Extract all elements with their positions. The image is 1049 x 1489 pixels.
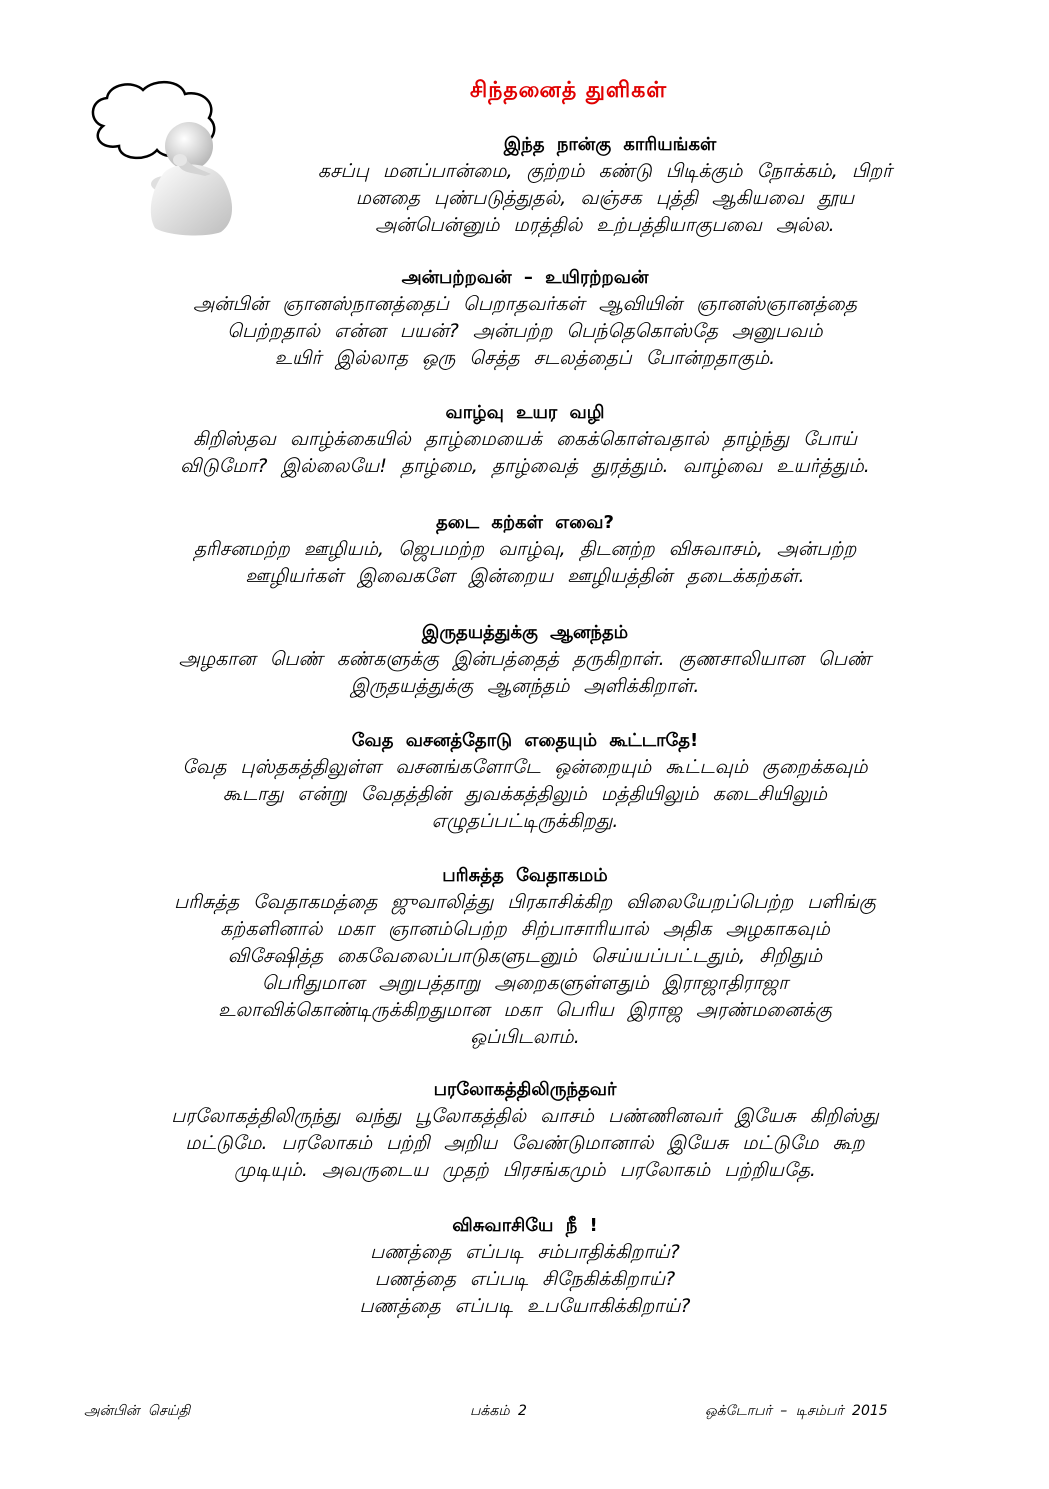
section-line: கற்களினால் மகா ஞானம்பெற்ற சிற்பாசாரியால் அதிக அழகாகவும் — [220, 918, 830, 940]
section-line: பெரிதுமான அறுபத்தாறு அறைகளுள்ளதும் இராஜாதிராஜா — [261, 972, 789, 994]
section-stumbling-stones — [80, 510, 970, 590]
section-line: பணத்தை எப்படி உபயோகிக்கிறாய்? — [359, 1295, 691, 1317]
section-heading: பரலோகத்திலிருந்தவர் — [433, 1079, 617, 1100]
section-joy-to-heart — [80, 620, 970, 700]
section-line: அன்பின் ஞானஸ்நானத்தைப் பெறாதவர்கள் ஆவியின் ஞானஸ்ஞானத்தை — [193, 293, 857, 315]
section-line: விடுமோ? இல்லையே! தாழ்மை, தாழ்வைத் துரத்தும். வாழ்வை உயர்த்தும். — [180, 455, 870, 477]
section-line: முடியும். அவருடைய முதற் பிரசங்கமும் பரலோகம் பற்றியதே. — [234, 1159, 816, 1181]
section-line: பரிசுத்த வேதாகமத்தை ஜுவாலித்து பிரகாசிக்கிற விலையேறப்பெற்ற பளிங்கு — [174, 891, 876, 913]
section-heading: தடை கற்கள் எவை? — [436, 512, 614, 533]
section-line: அழகான பெண் கண்களுக்கு இன்பத்தைத் தருகிறாள். குணசாலியான பெண் — [178, 648, 872, 670]
section-line: இருதயத்துக்கு ஆனந்தம் அளிக்கிறாள். — [350, 675, 700, 697]
section-add-nothing — [80, 728, 970, 835]
section-way-to-rise — [80, 400, 970, 480]
section-line: விசேஷித்த கைவேலைப்பாடுகளுடனும் செய்யப்பட்டதும், சிறிதும் — [227, 945, 823, 967]
section-line: ஊழியர்கள் இவைகளே இன்றைய ஊழியத்தின் தடைக்கற்கள். — [245, 565, 805, 587]
page-title: சிந்தனைத் துளிகள் — [470, 78, 668, 103]
section-line: தரிசனமற்ற ஊழியம், ஜெபமற்ற வாழ்வு, திடனற்ற விசுவாசம், அன்பற்ற — [193, 538, 857, 560]
section-heading: வேத வசனத்தோடு எதையும் கூட்டாதே! — [351, 730, 699, 751]
section-believer — [80, 1213, 970, 1320]
footer-issue-date: ஒக்டோபர் – டிசம்பர் 2015 — [705, 1403, 888, 1419]
thinking-person-icon — [85, 78, 260, 238]
section-line: கிறிஸ்தவ வாழ்க்கையில் தாழ்மையைக் கைக்கொள்வதால் தாழ்ந்து போய் — [193, 428, 857, 450]
section-holy-bible — [80, 863, 970, 1051]
section-from-heaven — [80, 1077, 970, 1184]
section-line: உலாவிக்கொண்டிருக்கிறதுமான மகா பெரிய இராஜ அரண்மனைக்கு — [218, 999, 832, 1021]
section-four-things — [240, 132, 970, 239]
section-heading: அன்பற்றவன் – உயிரற்றவன் — [401, 267, 649, 288]
section-line: கூடாது என்று வேதத்தின் துவக்கத்திலும் மத்தியிலும் கடைசியிலும் — [222, 783, 828, 805]
section-line: பெற்றதால் என்ன பயன்? அன்பற்ற பெந்தெகொஸ்தே அனுபவம் — [227, 320, 823, 342]
section-line: உயிர் இல்லாத ஒரு செத்த சடலத்தைப் போன்றதாகும். — [274, 347, 776, 369]
section-line: அன்பென்னும் மரத்தில் உற்பத்தியாகுபவை அல்ல. — [375, 214, 835, 236]
section-line: எழுதப்பட்டிருக்கிறது. — [431, 810, 619, 832]
section-line: பரலோகத்திலிருந்து வந்து பூலோகத்தில் வாசம் பண்ணினவர் இயேசு கிறிஸ்து — [171, 1105, 879, 1127]
section-heading: இருதயத்துக்கு ஆனந்தம் — [421, 622, 629, 643]
section-line: பணத்தை எப்படி சம்பாதிக்கிறாய்? — [370, 1241, 680, 1263]
section-loveless-lifeless — [80, 265, 970, 372]
section-line: கசப்பு மனப்பான்மை, குற்றம் கண்டு பிடிக்கும் நோக்கம், பிறர் — [317, 160, 893, 182]
section-line: ஒப்பிடலாம். — [470, 1026, 580, 1048]
footer-page-number: பக்கம் 2 — [470, 1403, 527, 1419]
footer-magazine-name: அன்பின் செய்தி — [84, 1403, 191, 1419]
section-heading: இந்த நான்கு காரியங்கள் — [503, 134, 717, 155]
section-line: மட்டுமே. பரலோகம் பற்றி அறிய வேண்டுமானால் இயேசு மட்டுமே கூற — [185, 1132, 865, 1154]
section-heading: விசுவாசியே நீ ! — [452, 1215, 598, 1236]
section-line: வேத புஸ்தகத்திலுள்ள வசனங்களோடே ஒன்றையும் கூட்டவும் குறைக்கவும் — [182, 756, 868, 778]
section-heading: பரிசுத்த வேதாகமம் — [442, 865, 608, 886]
section-line: மனதை புண்படுத்துதல், வஞ்சக புத்தி ஆகியவை தூய — [355, 187, 855, 209]
section-heading: வாழ்வு உயர வழி — [445, 402, 605, 423]
section-line: பணத்தை எப்படி சிநேகிக்கிறாய்? — [374, 1268, 676, 1290]
